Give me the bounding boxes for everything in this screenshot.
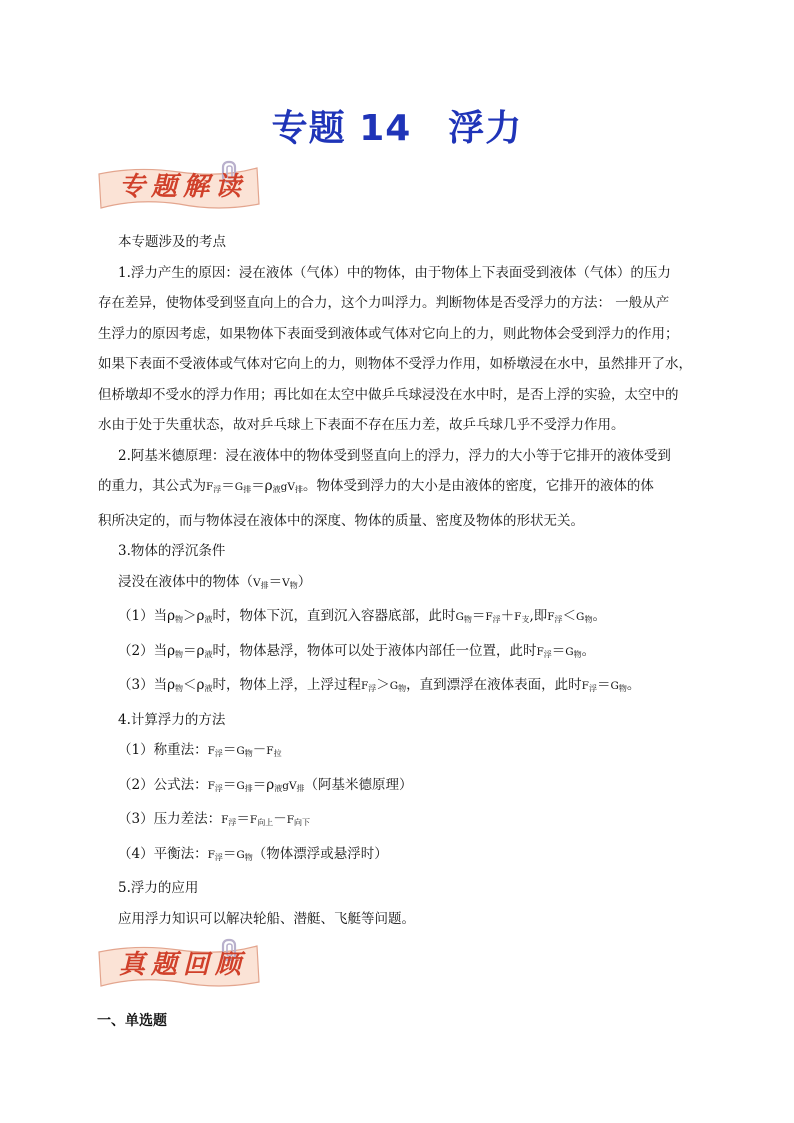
- text-line: 浸没在液体中的物体$(V_排=V_物)$: [118, 573, 312, 590]
- formula-line: 的重力，其公式为$F_浮=G_排=\rho_液gV_排$。物体受到浮力的大小是由液体的密度，它排开的液体的体: [98, 478, 654, 494]
- text-line: 1.浮力产生的原因：浸在液体（气体）中的物体，由于物体上下表面受到液体（气体）的压力: [118, 264, 671, 281]
- text-line: 如果下表面不受液体或气体对它向上的力，则物体不受浮力作用，如桥墩浸在水中，虽然排开了水，: [98, 356, 692, 372]
- section-heading: 一、单选题: [97, 1013, 167, 1029]
- heading-line: 5.浮力的应用: [118, 880, 199, 896]
- condition-line: （3）当$\rho_物<\rho_液$时，物体上浮，上浮过程$F_浮>G_物$，直到漂浮在液体表面，此时$F_浮=G_物$。: [118, 677, 641, 693]
- banner-title: 专题解读: [119, 172, 248, 202]
- text-line: 2.阿基米德原理：浸在液体中的物体受到竖直向上的浮力，浮力的大小等于它排开的液体受到: [118, 447, 671, 464]
- method-line: （3）压力差法：$F_浮=F_{向上}-F_{向下}$: [118, 811, 310, 827]
- heading-line: 3.物体的浮沉条件: [118, 543, 226, 559]
- condition-line: （1）当$\rho_物>\rho_液$时，物体下沉，直到沉入容器底部，此时$G_物=F_浮+F_支$,即$F_浮<G_物$。: [118, 608, 606, 624]
- banner-title: 真题回顾: [119, 950, 248, 980]
- text-line: 水由于处于失重状态，故对乒乓球上下表面不存在压力差，故乒乓球几乎不受浮力作用。: [98, 417, 625, 433]
- condition-line: （2）当$\rho_物=\rho_液$时，物体悬浮，物体可以处于液体内部任一位置，此时$F_浮=G_物$。: [118, 642, 596, 659]
- page-title: 专题 14 浮力: [271, 108, 523, 149]
- banner-topic-explain: [97, 160, 262, 212]
- method-line: （4）平衡法：$F_浮=G_物$（物体漂浮或悬浮时）: [118, 845, 388, 862]
- topic-content: [98, 227, 706, 934]
- text-line: 但桥墩却不受水的浮力作用；再比如在太空中做乒乓球浸没在水中时，是否上浮的实验，太空中的: [98, 386, 679, 403]
- method-line: （1）称重法：$F_浮=G_物-F_拉$: [118, 742, 282, 758]
- text-line: 积所决定的，而与物体浸在液体中的深度、物体的质量、密度及物体的形状无关。: [98, 512, 584, 529]
- text-line: 应用浮力知识可以解决轮船、潜艇、飞艇等问题。: [118, 910, 415, 927]
- heading-line: 4.计算浮力的方法: [118, 711, 226, 728]
- text-line: 存在差异，使物体受到竖直向上的合力，这个力叫浮力。判断物体是否受浮力的方法： 一般从产: [98, 295, 670, 311]
- method-line: （2）公式法：$F_浮=G_排=\rho_液gV_排$（阿基米德原理）: [118, 776, 413, 793]
- banner-past-exams: [97, 938, 262, 990]
- text-line: 生浮力的原因考虑，如果物体下表面受到液体或气体对它向上的力，则此物体会受到浮力的作用；: [98, 325, 679, 342]
- intro-line: 本专题涉及的考点: [118, 234, 226, 250]
